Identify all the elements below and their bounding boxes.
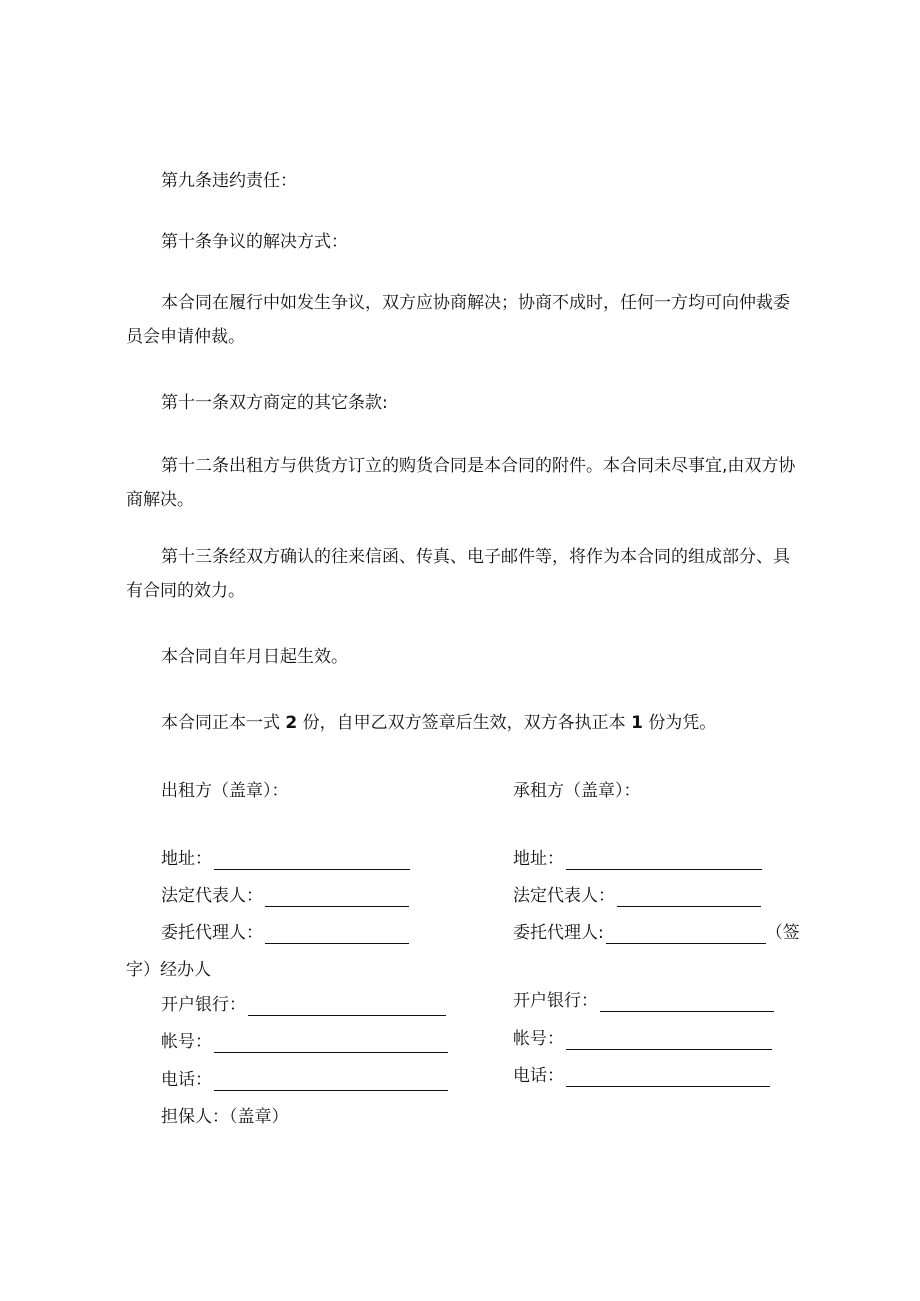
lessor-phone-row <box>161 1069 448 1091</box>
article-11-heading: 第十一条双方商定的其它条款: <box>161 393 388 413</box>
article-10-body: 本合同在履行中如发生争议，双方应协商解决；协商不成时，任何一方均可向仲裁委员会申请仲裁。 <box>126 293 790 347</box>
lessor-bank-row <box>161 994 446 1016</box>
copies-clause <box>161 712 716 734</box>
lessor-account-row <box>161 1031 448 1053</box>
sign-handler-line: 字）经办人 <box>126 960 211 980</box>
lessor-agent-row <box>161 922 409 944</box>
lessor-account-label: 帐号： <box>161 1032 212 1052</box>
lessee-legal-rep-row <box>513 885 761 907</box>
guarantor-line: 担保人：（盖章） <box>161 1107 289 1127</box>
copies-each: 1 <box>631 713 643 733</box>
lessee-account-row <box>513 1028 772 1050</box>
lessor-agent-blank[interactable] <box>265 925 409 944</box>
lessor-phone-blank[interactable] <box>214 1072 448 1091</box>
lessor-address-blank[interactable] <box>214 851 410 870</box>
lessee-bank-row <box>513 990 774 1012</box>
copies-prefix: 本合同正本一式 <box>161 713 280 733</box>
lessee-bank-blank[interactable] <box>600 993 774 1012</box>
lessee-account-blank[interactable] <box>566 1031 772 1050</box>
lessee-agent-label: 委托代理人: <box>513 923 604 943</box>
lessor-account-blank[interactable] <box>214 1034 448 1053</box>
lessor-bank-label: 开户银行： <box>161 995 246 1015</box>
lessee-bank-label: 开户银行： <box>513 991 598 1011</box>
effective-date-clause: 本合同自年月日起生效。 <box>161 647 348 667</box>
copies-middle: 份，自甲乙双方签章后生效，双方各执正本 <box>302 713 626 733</box>
lessee-title: 承租方（盖章）： <box>513 781 641 801</box>
lessee-address-label: 地址： <box>513 849 564 869</box>
lessee-agent-row <box>513 922 800 944</box>
article-10-heading: 第十条争议的解决方式： <box>161 232 348 252</box>
lessor-legal-rep-row <box>161 885 409 907</box>
lessor-address-row <box>161 848 410 870</box>
lessee-legal-rep-label: 法定代表人： <box>513 886 615 906</box>
lessee-sign-open: （签 <box>765 923 800 943</box>
lessor-legal-rep-blank[interactable] <box>265 888 409 907</box>
lessor-bank-blank[interactable] <box>248 997 446 1016</box>
lessor-agent-label: 委托代理人： <box>161 923 263 943</box>
article-13-body: 第十三条经双方确认的往来信函、传真、电子邮件等，将作为本合同的组成部分、具有合同的效力。 <box>126 547 790 601</box>
lessee-agent-blank[interactable] <box>606 925 766 944</box>
lessee-account-label: 帐号： <box>513 1029 564 1049</box>
lessee-phone-blank[interactable] <box>566 1068 770 1087</box>
lessee-legal-rep-blank[interactable] <box>617 888 761 907</box>
lessor-legal-rep-label: 法定代表人： <box>161 886 263 906</box>
lessor-title: 出租方（盖章）： <box>161 781 289 801</box>
article-9-heading: 第九条违约责任： <box>161 171 297 191</box>
lessor-phone-label: 电话： <box>161 1070 212 1090</box>
lessee-phone-label: 电话： <box>513 1066 564 1086</box>
lessee-address-blank[interactable] <box>566 851 762 870</box>
lessee-address-row <box>513 848 762 870</box>
copies-suffix: 份为凭。 <box>648 713 717 733</box>
copies-count: 2 <box>285 713 298 733</box>
lessor-address-label: 地址： <box>161 849 212 869</box>
article-12-body: 第十二条出租方与供货方订立的购货合同是本合同的附件。本合同未尽事宜,由双方协商解决。 <box>126 456 796 510</box>
lessee-phone-row <box>513 1065 770 1087</box>
